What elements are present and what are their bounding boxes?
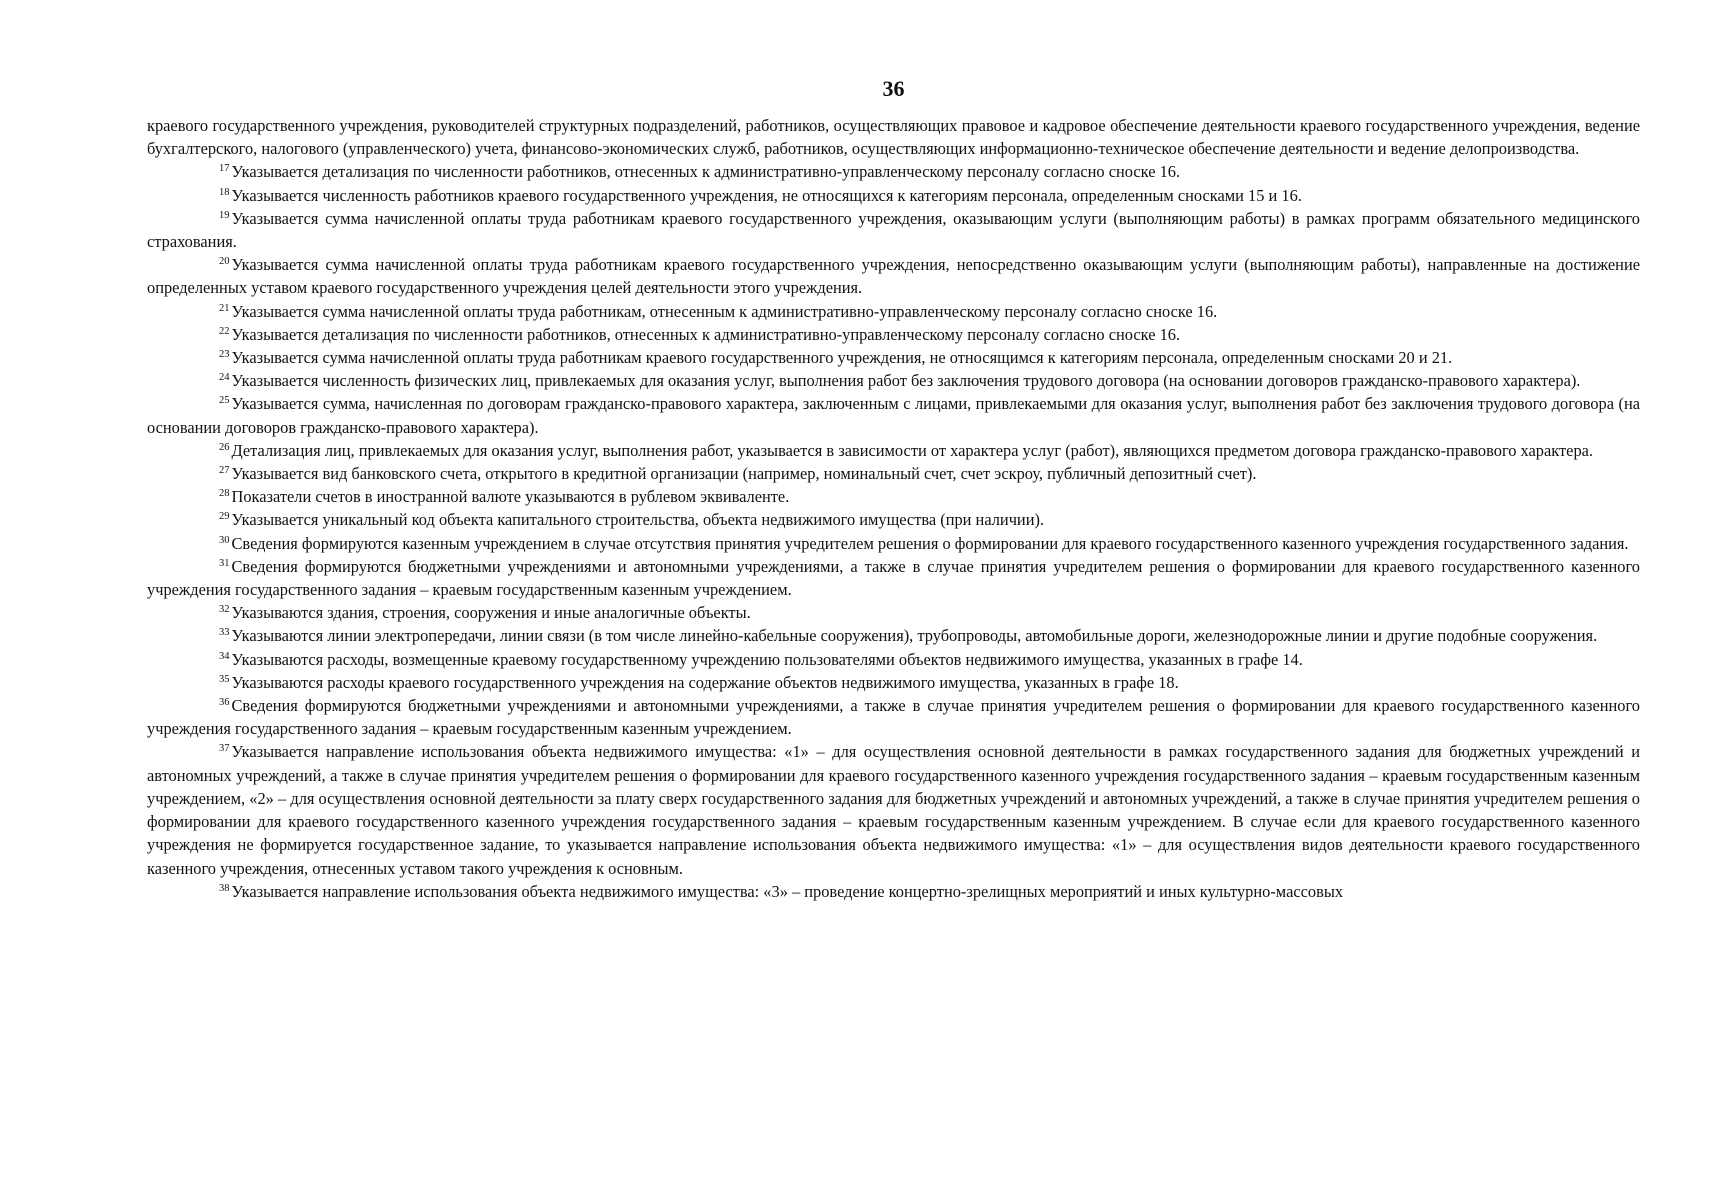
footnote-text: Сведения формируются бюджетными учреждениями и автономными учреждениями, а также в случае принятия учредителем решения о формировании для краевого государственного казенного учреждения государственного задания – краевым государственным казенным учреждением. — [147, 556, 1640, 600]
footnote-text: Указывается численность работников краевого государственного учреждения, не относящихся к категориям персонала, определенным сносками 15 и 16. — [231, 185, 1302, 205]
footnote-number: 22 — [219, 325, 230, 337]
footnote-item — [147, 300, 1640, 323]
footnote-number: 17 — [219, 163, 230, 175]
footnote-text: Сведения формируются бюджетными учреждениями и автономными учреждениями, а также в случае принятия учредителем решения о формировании для краевого государственного казенного учреждения государственного задания – краевым государственным казенным учреждением. — [147, 696, 1640, 739]
footnote-item — [147, 880, 1640, 903]
document-page — [147, 78, 1640, 903]
footnote-number: 37 — [219, 743, 230, 755]
footnote-text: Детализация лиц, привлекаемых для оказания услуг, выполнения работ, указывается в зависимости от характера услуг (работ), являющихся предметом договора гражданско-правового характера. — [231, 440, 1594, 460]
footnotes-body — [147, 114, 1640, 903]
footnote-text: Указываются расходы краевого государственного учреждения на содержание объектов недвижимого имущества, указанных в графе 18. — [231, 672, 1179, 692]
footnote-item — [147, 462, 1640, 485]
footnote-text: Показатели счетов в иностранной валюте указываются в рублевом эквиваленте. — [231, 487, 790, 507]
footnote-text: Указывается сумма начисленной оплаты труда работникам, отнесенным к административно-управленческому персоналу согласно сноске 16. — [231, 301, 1218, 321]
footnote-number: 28 — [219, 488, 230, 500]
footnote-item — [147, 694, 1640, 740]
footnote-number: 36 — [219, 697, 230, 709]
footnote-item — [147, 648, 1640, 671]
footnote-text: Указываются расходы, возмещенные краевому государственному учреждению пользователями объектов недвижимого имущества, указанных в графе 14. — [231, 649, 1303, 669]
footnote-number: 18 — [219, 186, 230, 198]
footnote-text: Указывается направление использования объекта недвижимого имущества: «3» – проведение концертно-зрелищных мероприятий и иных культурно-массовых — [231, 881, 1344, 901]
footnote-text: Указывается детализация по численности работников, отнесенных к административно-управленческому персоналу согласно сноске 16. — [231, 324, 1181, 344]
footnote-item — [147, 439, 1640, 462]
footnote-item — [147, 601, 1640, 624]
footnote-number: 24 — [219, 372, 230, 384]
footnote-item — [147, 207, 1640, 253]
footnote-item — [147, 485, 1640, 508]
footnote-number: 25 — [219, 395, 230, 407]
footnote-item — [147, 184, 1640, 207]
footnote-item — [147, 555, 1640, 601]
footnote-number: 20 — [219, 256, 230, 268]
footnote-item — [147, 624, 1640, 647]
footnote-number: 27 — [219, 465, 230, 477]
footnote-list — [147, 160, 1640, 903]
footnote-text: Указывается вид банковского счета, открытого в кредитной организации (например, номинальный счет, счет эскроу, публичный депозитный счет). — [231, 464, 1257, 484]
footnote-item — [147, 671, 1640, 694]
footnote-item — [147, 392, 1640, 438]
footnote-text: Указывается сумма начисленной оплаты труда работникам краевого государственного учреждения, оказывающим услуги (выполняющим работы) в рамках программ обязательного медицинского страхования. — [147, 208, 1640, 252]
footnote-number: 38 — [219, 882, 230, 894]
footnote-text: Указывается уникальный код объекта капитального строительства, объекта недвижимого имущества (при наличии). — [231, 510, 1045, 530]
footnote-item — [147, 508, 1640, 531]
footnote-number: 26 — [219, 441, 230, 453]
footnote-item — [147, 346, 1640, 369]
footnote-item — [147, 740, 1640, 879]
footnote-number: 23 — [219, 349, 230, 361]
footnote-number: 32 — [219, 604, 230, 616]
footnote-number: 34 — [219, 650, 230, 662]
footnote-item — [147, 369, 1640, 392]
footnote-number: 33 — [219, 627, 230, 639]
footnote-number: 31 — [219, 557, 230, 569]
footnote-item — [147, 253, 1640, 299]
footnote-number: 30 — [219, 534, 230, 546]
footnote-number: 21 — [219, 302, 230, 314]
footnote-text: Указывается направление использования объекта недвижимого имущества: «1» – для осуществления основной деятельности в рамках государственного задания для бюджетных учреждений и автономных учреждений, а также в случае принятия учредителем решения о формировании для краевого государственного казенного учреждения государственного задания – краевым государственным казенным учреждением, «2» – для осуществления основной деятельности за плату сверх государственного задания для бюджетных учреждений и автономных учреждений, а также в случае принятия учредителем решения о формировании для краевого государственного казенного учреждения государственного задания – краевым государственным казенным учреждением. В случае если для краевого государственного казенного учреждения не формируется государственное задание, то указывается направление использования объекта недвижимого имущества: «1» – для осуществления видов деятельности краевого государственного казенного учреждения, отнесенных уставом такого учреждения к основным. — [147, 742, 1640, 878]
footnote-text: Указывается сумма, начисленная по договорам гражданско-правового характера, заключенным с лицами, привлекаемыми для оказания услуг, выполнения работ без заключения трудового договора (на основании договоров гражданско-правового характера). — [147, 394, 1640, 437]
footnote-number: 35 — [219, 673, 230, 685]
intro-paragraph: краевого государственного учреждения, руководителей структурных подразделений, работников, осуществляющих правовое и кадровое обеспечение деятельности краевого государственного учреждения, ведение бухгалтерского, налогового (управленческого) учета, финансово-экономических служб, работников, осуществляющих информационно-техническое обеспечение деятельности и ведение делопроизводства. — [147, 116, 1640, 159]
footnote-text: Указывается численность физических лиц, привлекаемых для оказания услуг, выполнения работ без заключения трудового договора (на основании договоров гражданско-правового характера). — [231, 371, 1581, 391]
footnote-item — [147, 323, 1640, 346]
footnote-text: Указывается сумма начисленной оплаты труда работникам краевого государственного учреждения, непосредственно оказывающим услуги (выполняющим работы), направленные на достижение определенных уставом краевого государственного учреждения целей деятельности этого учреждения. — [147, 255, 1640, 298]
footnote-text: Указывается сумма начисленной оплаты труда работникам краевого государственного учреждения, не относящимся к категориям персонала, определенным сносками 20 и 21. — [231, 348, 1453, 368]
footnote-number: 29 — [219, 511, 230, 523]
page-number: 36 — [882, 76, 905, 101]
footnote-number: 19 — [219, 209, 230, 221]
footnote-text: Сведения формируются казенным учреждением в случае отсутствия принятия учредителем решения о формировании для краевого государственного казенного учреждения государственного задания. — [231, 533, 1629, 553]
footnote-text: Указываются линии электропередачи, линии связи (в том числе линейно-кабельные сооружения), трубопроводы, автомобильные дороги, железнодорожные линии и другие подобные сооружения. — [231, 626, 1598, 646]
footnote-item — [147, 160, 1640, 183]
footnote-text: Указываются здания, строения, сооружения и иные аналогичные объекты. — [231, 603, 751, 623]
footnote-item — [147, 532, 1640, 555]
footnote-text: Указывается детализация по численности работников, отнесенных к административно-управленческому персоналу согласно сноске 16. — [231, 162, 1181, 182]
